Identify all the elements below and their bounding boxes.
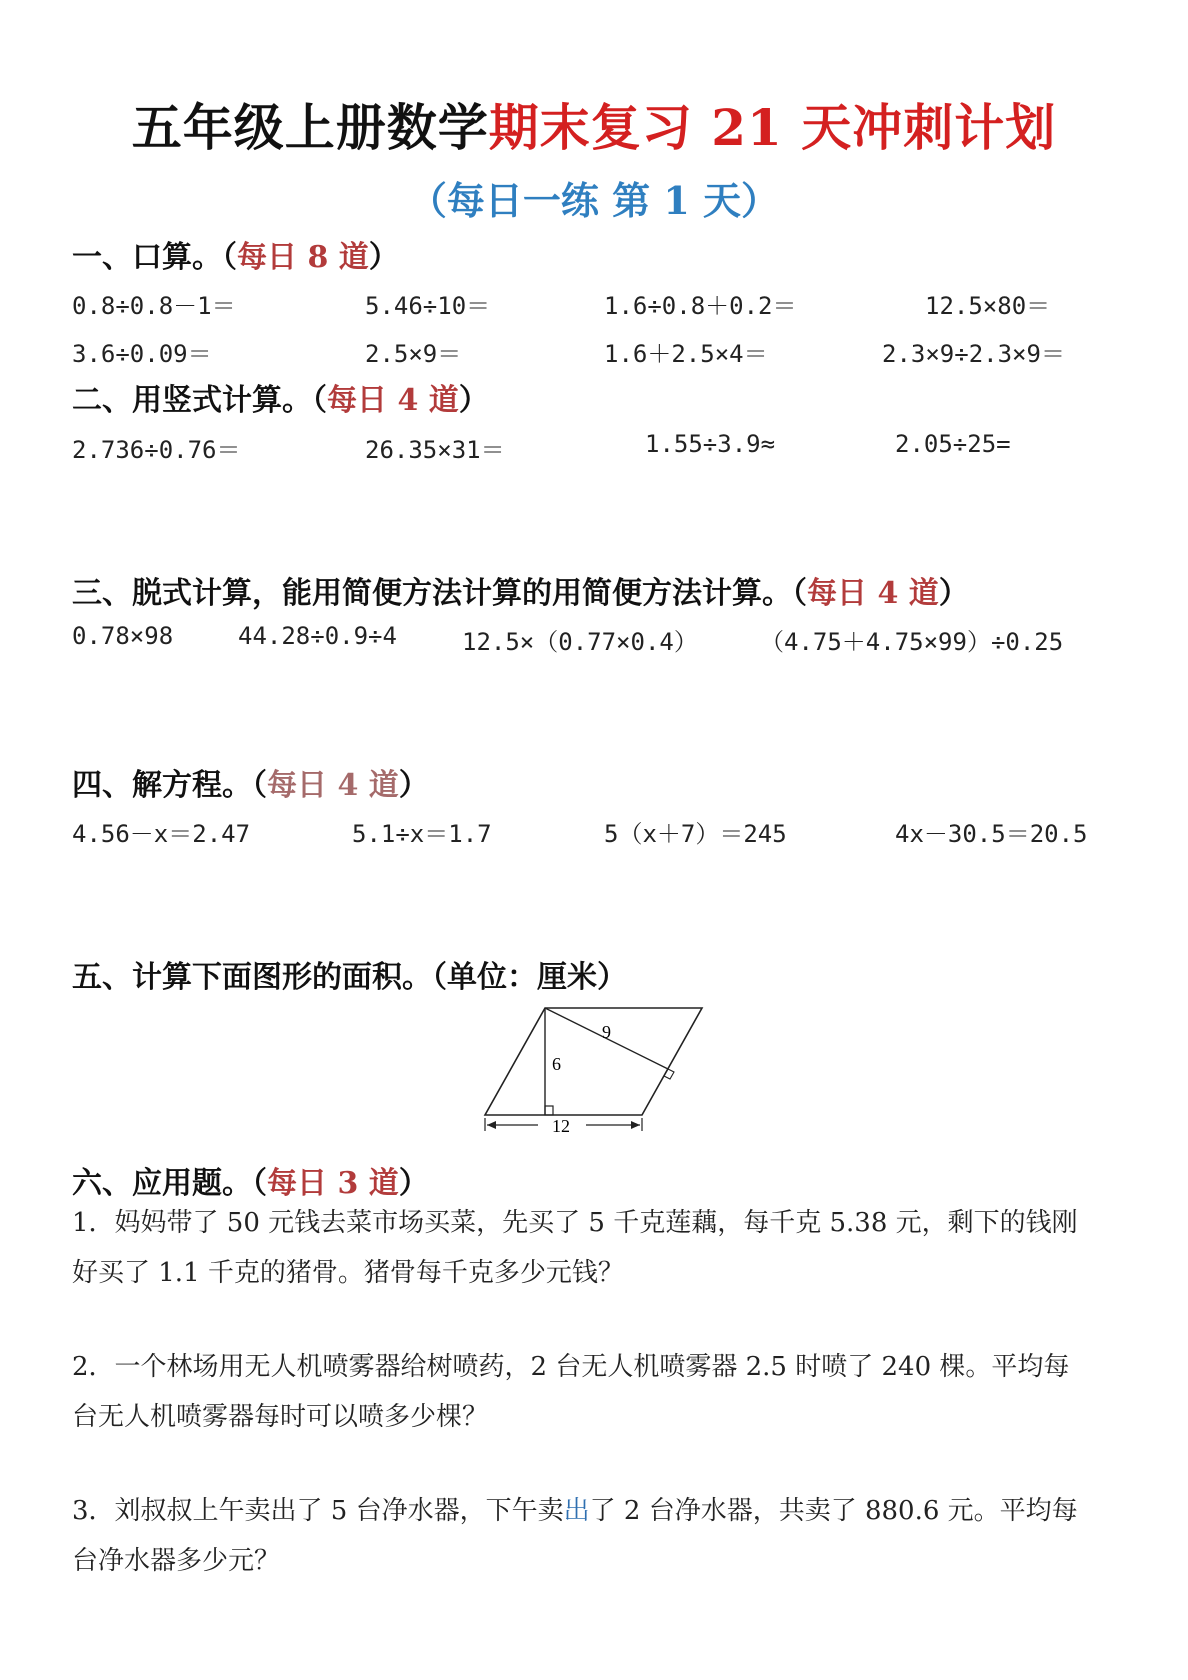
section2-heading-text: 二、用竖式计算。（ bbox=[72, 383, 327, 418]
stepwise-calc-item-3: 12.5×（0.77×0.4） bbox=[462, 628, 698, 656]
section4-heading-close: ） bbox=[398, 768, 429, 803]
word-problem-2-line1: 2．一个林场用无人机喷雾器给树喷药，2 台无人机喷雾器 2.5 时喷了 240 棵。平均每 bbox=[72, 1352, 1070, 1382]
word-problem-1 bbox=[72, 1198, 1122, 1298]
oral-calc-item-8: 2.3×9÷2.3×9＝ bbox=[882, 340, 1065, 368]
section5-heading: 五、计算下面图形的面积。（单位：厘米） bbox=[72, 960, 627, 995]
equation-item-2: 5.1÷x＝1.7 bbox=[352, 820, 492, 848]
title-red-part: 期末复习 21 天冲刺计划 bbox=[488, 98, 1057, 157]
word-problem-3-line2: 台净水器多少元？ bbox=[72, 1546, 281, 1576]
section4-highlight: 每日 4 道 bbox=[267, 768, 399, 803]
section2-heading bbox=[72, 375, 489, 419]
equation-item-1: 4.56－x＝2.47 bbox=[72, 820, 251, 848]
vertical-calc-item-3: 1.55÷3.9≈ bbox=[645, 430, 776, 458]
section1-heading-text: 一、口算。（ bbox=[72, 240, 237, 275]
section3-highlight: 每日 4 道 bbox=[807, 576, 939, 611]
section2-highlight: 每日 4 道 bbox=[327, 383, 459, 418]
vertical-calc-item-1: 2.736÷0.76＝ bbox=[72, 436, 241, 464]
label-12: 12 bbox=[552, 1116, 570, 1136]
oral-calc-item-6: 2.5×9＝ bbox=[365, 340, 462, 368]
section2-heading-close: ） bbox=[458, 383, 489, 418]
section6-highlight: 每日 3 道 bbox=[267, 1166, 399, 1201]
word-problem-2 bbox=[72, 1342, 1122, 1442]
stepwise-calc-item-2: 44.28÷0.9÷4 bbox=[238, 622, 397, 650]
section6-heading-text: 六、应用题。（ bbox=[72, 1166, 267, 1201]
word-problem-3-line1-part-c: 了 2 台净水器，共卖了 880.6 元。平均每 bbox=[589, 1496, 1078, 1526]
section6-heading bbox=[72, 1158, 429, 1202]
stepwise-calc-item-1: 0.78×98 bbox=[72, 622, 174, 650]
parallelogram-outline bbox=[485, 1008, 702, 1115]
base-arrowhead-left bbox=[487, 1121, 496, 1129]
word-problem-3-line1-part-a: 3．刘叔叔上午卖出了 5 台净水器，下午卖 bbox=[72, 1496, 564, 1526]
vertical-calc-item-2: 26.35×31＝ bbox=[365, 436, 505, 464]
vertical-calc-item-4: 2.05÷25= bbox=[895, 430, 1011, 458]
section3-heading-close: ） bbox=[938, 576, 969, 611]
stepwise-calc-item-4: （4.75＋4.75×99）÷0.25 bbox=[760, 628, 1064, 656]
oral-calc-item-4: 12.5×80＝ bbox=[925, 292, 1051, 320]
word-problem-1-line2: 好买了 1.1 千克的猪骨。猪骨每千克多少元钱？ bbox=[72, 1258, 624, 1288]
section6-heading-close: ） bbox=[398, 1166, 429, 1201]
oral-calc-item-7: 1.6＋2.5×4＝ bbox=[604, 340, 768, 368]
word-problem-3-line1 bbox=[72, 1486, 1122, 1536]
section1-highlight: 每日 8 道 bbox=[237, 240, 369, 275]
parallelogram-figure bbox=[480, 1000, 720, 1145]
word-problem-3 bbox=[72, 1486, 1122, 1586]
label-6: 6 bbox=[552, 1054, 561, 1074]
oral-calc-item-3: 1.6÷0.8＋0.2＝ bbox=[604, 292, 797, 320]
section3-heading bbox=[72, 568, 969, 612]
section4-heading bbox=[72, 760, 429, 804]
section1-heading-close: ） bbox=[368, 240, 399, 275]
page-title bbox=[0, 88, 1188, 160]
oral-calc-item-2: 5.46÷10＝ bbox=[365, 292, 491, 320]
equation-item-4: 4x－30.5＝20.5 bbox=[895, 820, 1088, 848]
section1-heading bbox=[72, 232, 399, 276]
label-9: 9 bbox=[602, 1022, 611, 1042]
slant-right-angle-mark bbox=[664, 1069, 674, 1079]
oral-calc-item-1: 0.8÷0.8－1＝ bbox=[72, 292, 236, 320]
section4-heading-text: 四、解方程。（ bbox=[72, 768, 267, 803]
word-problem-3-line1-part-b: 出 bbox=[563, 1496, 590, 1526]
base-arrowhead-right bbox=[631, 1121, 640, 1129]
height-right-angle-mark bbox=[545, 1106, 553, 1115]
page-subtitle: （每日一练 第 1 天） bbox=[408, 178, 780, 223]
oral-calc-item-5: 3.6÷0.09＝ bbox=[72, 340, 212, 368]
word-problem-1-line1: 1．妈妈带了 50 元钱去菜市场买菜，先买了 5 千克莲藕，每千克 5.38 元，剩下的钱刚 bbox=[72, 1208, 1078, 1238]
section3-heading-text: 三、脱式计算，能用简便方法计算的用简便方法计算。（ bbox=[72, 576, 807, 611]
equation-item-3: 5（x＋7）＝245 bbox=[604, 820, 787, 848]
word-problem-2-line2: 台无人机喷雾器每时可以喷多少棵？ bbox=[72, 1402, 489, 1432]
title-black-part: 五年级上册数学 bbox=[131, 98, 489, 157]
